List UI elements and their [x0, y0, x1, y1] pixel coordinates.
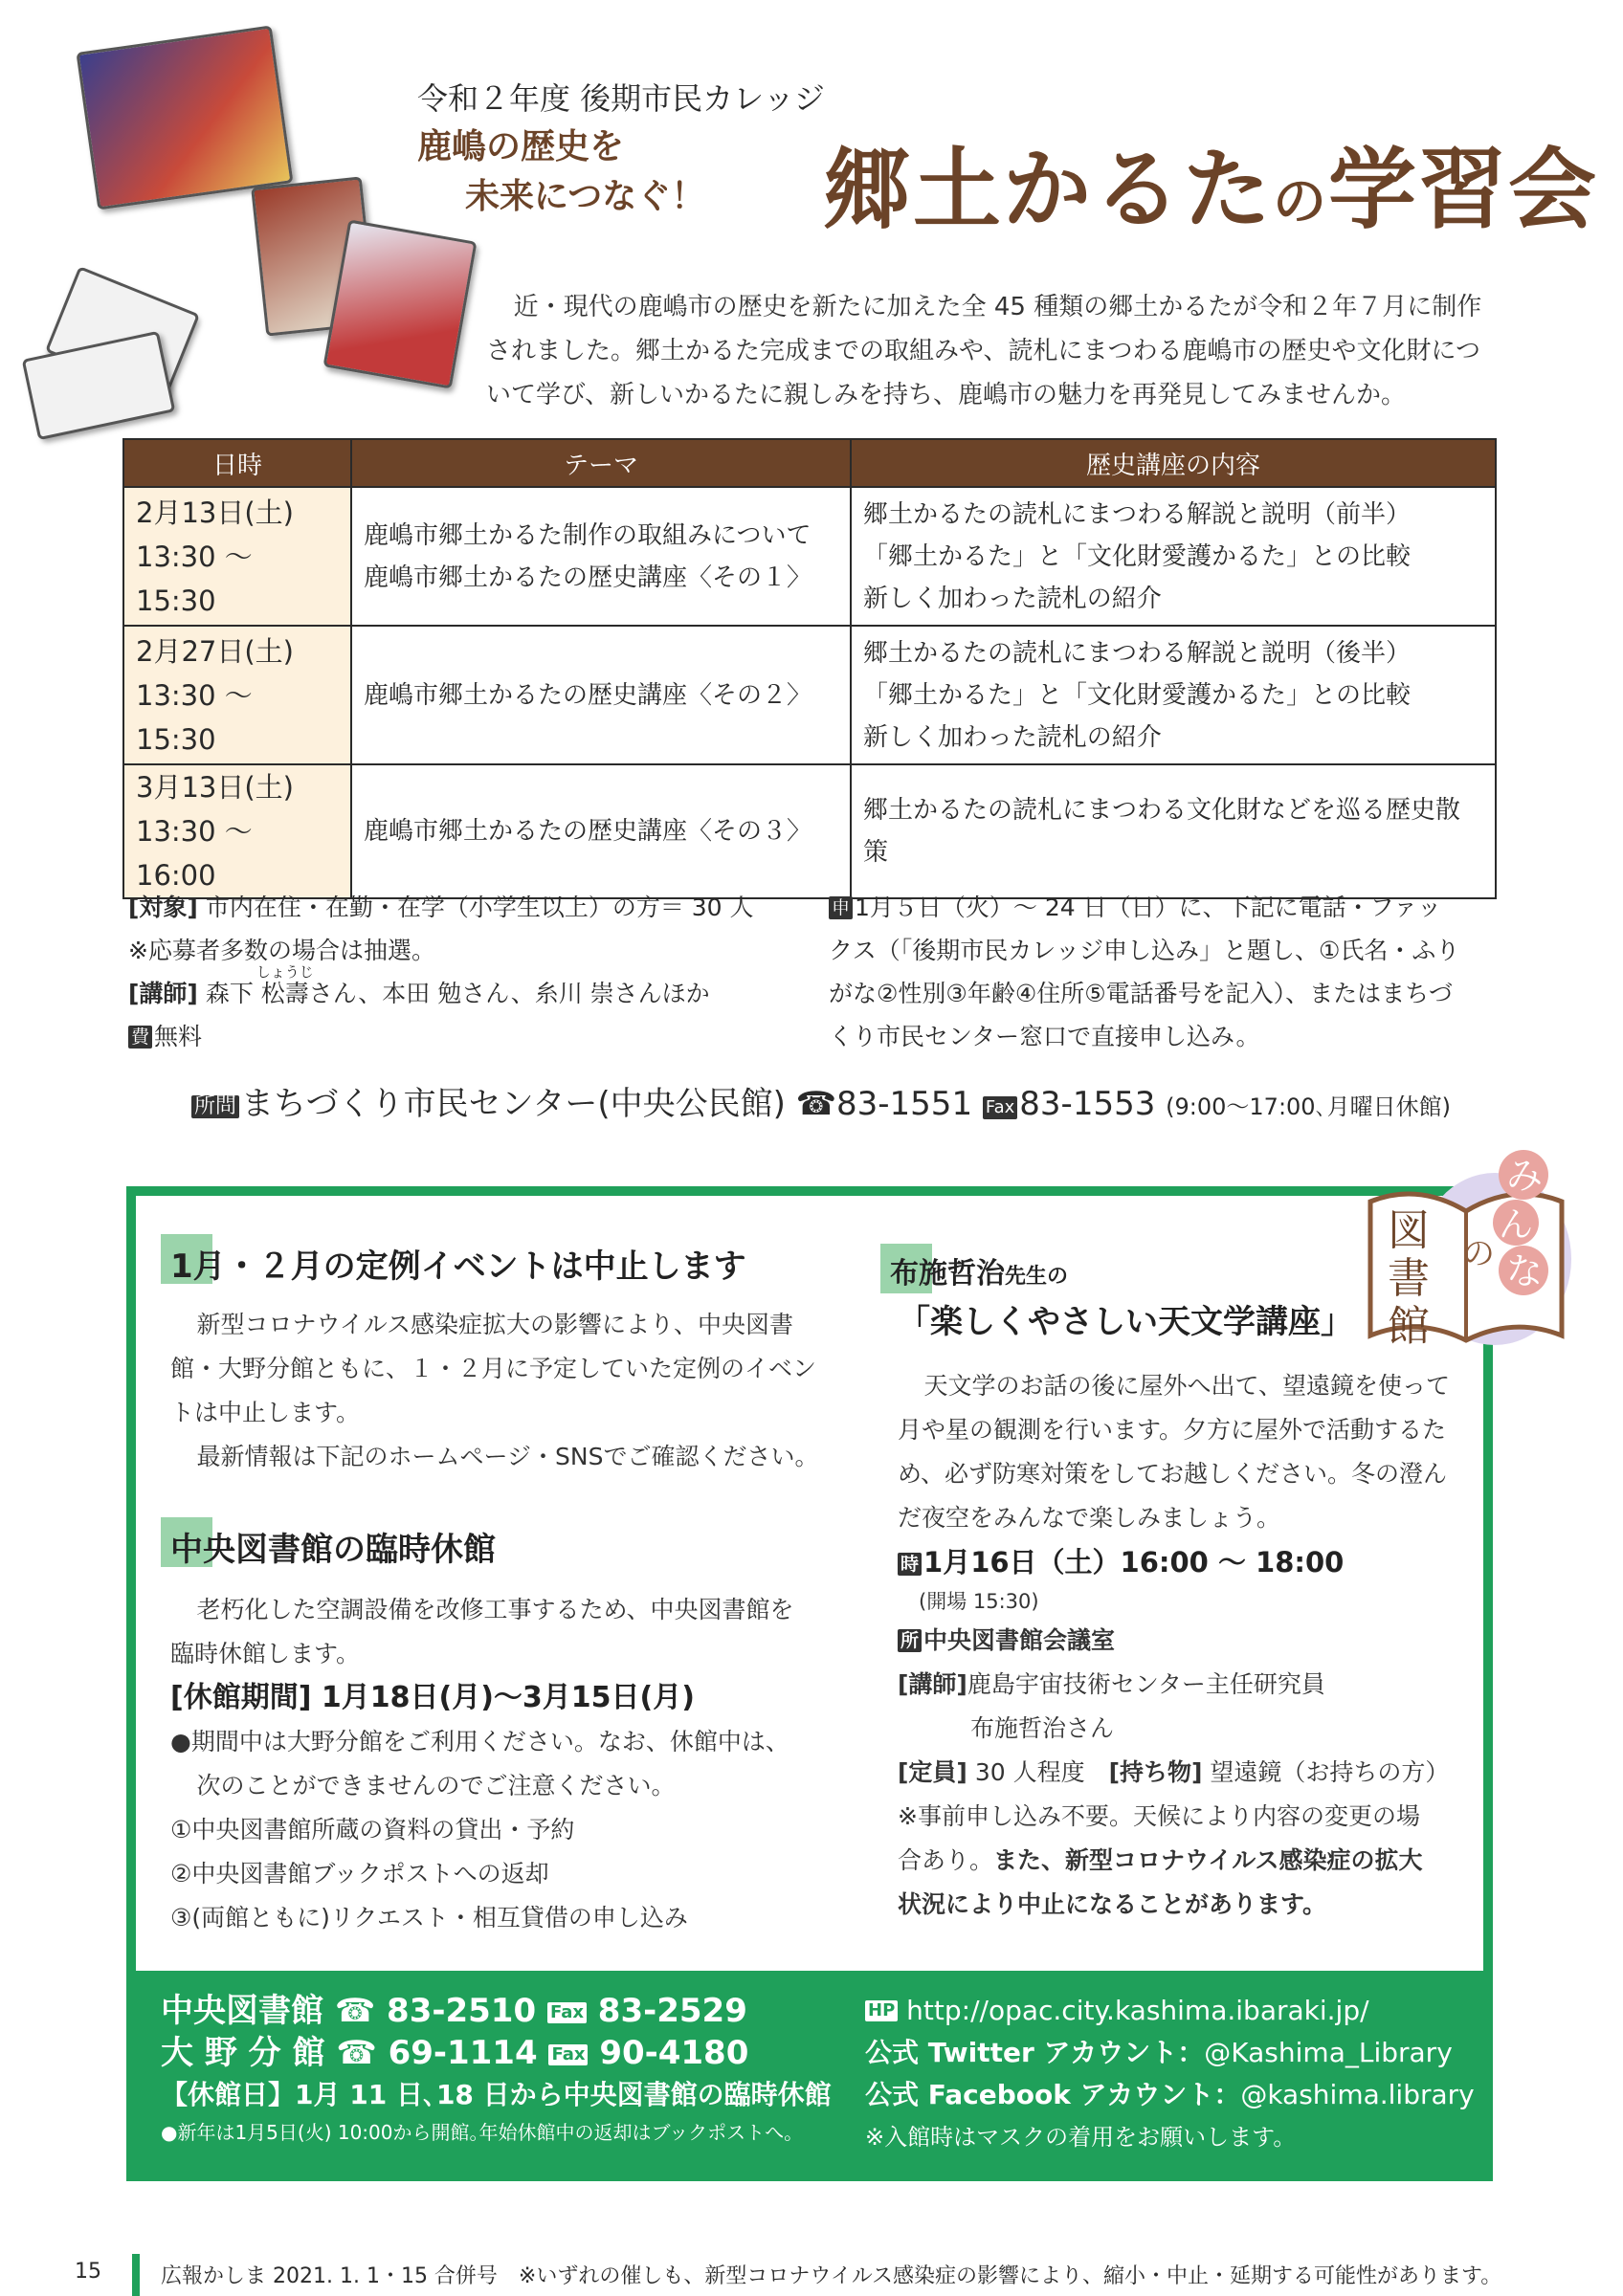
closed-days: 【休館日】1月 11 日､18 日から中央図書館の臨時休館 — [161, 2079, 832, 2110]
content-line: 「郷土かるた」と「文化財愛護かるた」との比較 — [863, 541, 1412, 571]
ono-fax: 90-4180 — [599, 2034, 749, 2072]
theme-line: 鹿嶋市郷土かるたの歴史講座〈その２〉 — [364, 680, 812, 710]
closure-line-2: 臨時休館します。 — [170, 1640, 361, 1667]
ono-branch-line — [161, 2032, 832, 2074]
fee-line — [128, 1015, 817, 1058]
central-library-line — [161, 1990, 832, 2032]
closure-period: [休館期間] 1月18日(月)～3月15日(月) — [170, 1681, 695, 1714]
apply-line-3: がな②性別③年齢④住所⑤電話番号を記入）、またはまちづ — [829, 980, 1453, 1007]
events-line-2: 館・大野分館ともに、１・２月に予定していた定例のイベン — [170, 1355, 817, 1382]
central-tel: 83-2510 — [387, 1992, 537, 2030]
apply-text-1: 1月５日（火）～ 24 日（日）に、下記に電話・ファッ — [855, 894, 1442, 921]
event-info-right — [829, 886, 1499, 1058]
capacity-value: 30 人程度 — [974, 1758, 1085, 1786]
row-date: 2月13日(土) — [136, 496, 294, 529]
central-fax: 83-2529 — [597, 1992, 747, 2030]
row-content-cell — [851, 626, 1496, 764]
astro-lecturer-2: 布施哲治さん — [970, 1714, 1115, 1742]
astro-time-line — [898, 1540, 1472, 1584]
theme-line: 鹿嶋市郷土かるた制作の取組みについて — [364, 520, 812, 550]
fee-icon: 費 — [128, 1026, 152, 1049]
contact-tel: 83-1551 — [836, 1085, 973, 1123]
astro-lecturer-tag: [講師] — [898, 1670, 967, 1698]
astro-place: 中央図書館会議室 — [923, 1626, 1116, 1654]
astro-note-1: ※事前申し込み不要。天候により内容の変更の場 — [898, 1802, 1420, 1830]
target-tag: [対象] — [128, 894, 198, 921]
intro-line-2: されました。郷土かるた完成までの取組みや、読札にまつわる鹿嶋市の歴史や文化財につ — [486, 337, 1480, 365]
col-header-date: 日時 — [123, 439, 351, 487]
intro-paragraph — [486, 285, 1501, 417]
karuta-cards-illustration — [19, 19, 306, 421]
main-title — [823, 120, 1598, 246]
sub-title: 令和２年度 後期市民カレッジ — [417, 80, 825, 117]
closure-bullet-1: ●期間中は大野分館をご利用ください。なお、休館中は、 — [170, 1728, 789, 1755]
section-heading-closure: 中央図書館の臨時休館 — [170, 1523, 496, 1570]
library-contact-band — [126, 1971, 1493, 2181]
events-line-3: トは中止します。 — [170, 1399, 361, 1426]
apply-line-4: くり市民センター窓口で直接申し込み。 — [829, 1023, 1260, 1050]
astro-place-line — [898, 1619, 1472, 1663]
fax-icon: Fax — [548, 2044, 588, 2065]
content-line: 郷土かるたの読札にまつわる文化財などを巡る歴史散策 — [863, 796, 1461, 867]
col-header-content: 歴史講座の内容 — [851, 439, 1496, 487]
ruby-text: しょうじ — [256, 963, 314, 981]
lecturer-tag: [講師] — [128, 980, 198, 1007]
closure-line-1: 老朽化した空調設備を改修工事するため、中央図書館を — [196, 1596, 794, 1623]
fax-icon: Fax — [547, 2002, 587, 2023]
events-text — [170, 1303, 821, 1479]
mascot-char-5: ん — [1499, 1205, 1534, 1245]
row-theme-cell — [351, 626, 851, 764]
mascot-char-3: 館 — [1388, 1302, 1430, 1351]
target-note: ※応募者多数の場合は抽選。 — [128, 937, 435, 964]
minna-no-toshokan-logo — [1351, 1144, 1581, 1355]
main-title-b: の — [1273, 171, 1329, 233]
mascot-char-6: な — [1506, 1250, 1544, 1292]
footer-accent-bar — [132, 2254, 140, 2296]
closure-bullet-2: 次のことができませんのでご注意ください。 — [196, 1772, 676, 1799]
apply-line-2: クス（「後期市民カレッジ申し込み」と題し、①氏名・ふり — [829, 937, 1460, 964]
bring-value: 望遠鏡（お持ちの方） — [1210, 1758, 1450, 1786]
main-title-a: 郷土かるた — [823, 139, 1274, 241]
book-logo-icon — [1351, 1144, 1581, 1355]
mascot-char-2: 書 — [1388, 1254, 1430, 1303]
intro-line-3: いて学び、新しいかるたに親しみを持ち、鹿嶋市の魅力を再発見してみませんか。 — [486, 381, 1406, 409]
table-row — [123, 626, 1496, 764]
table-row — [123, 764, 1496, 898]
theme-line: 鹿嶋市郷土かるたの歴史講座〈その１〉 — [364, 563, 812, 592]
page-number: 15 — [75, 2260, 101, 2284]
astronomy-title: 「楽しくやさしい天文学講座」 — [898, 1303, 1353, 1341]
twitter-handle: @Kashima_Library — [1204, 2037, 1453, 2068]
phone-icon: ☎ — [795, 1085, 837, 1123]
apply-line-1 — [829, 886, 1499, 929]
section-heading-events: 1月・２月の定例イベントは中止します — [170, 1240, 746, 1287]
event-info-left — [128, 886, 817, 1058]
url-line — [865, 1990, 1475, 2032]
mascot-char-4: み — [1506, 1155, 1544, 1197]
astro-note-3: 状況により中止になることがあります。 — [898, 1890, 1327, 1918]
time-icon: 時 — [898, 1553, 922, 1576]
table-row — [123, 487, 1496, 626]
row-time: 13:30 ～ 16:00 — [136, 815, 253, 892]
row-theme-cell — [351, 487, 851, 626]
astro-capacity-line — [898, 1751, 1472, 1795]
apply-icon: 申 — [829, 896, 853, 919]
row-content-cell — [851, 764, 1496, 898]
target-line — [128, 886, 817, 929]
astro-lecturer-line — [898, 1663, 1472, 1707]
target-text: 市内在住・在勤・在学（小学生以上）の方＝ 30 人 — [205, 894, 754, 921]
place-icon: 所 — [898, 1629, 922, 1652]
catch-line-2: 未来につなぐ！ — [465, 177, 706, 216]
facebook-label: 公式 Facebook アカウント： — [865, 2079, 1241, 2110]
lecturer-post: さん、本田 勉さん、糸川 崇さんほか — [308, 980, 710, 1007]
contact-line — [191, 1077, 1451, 1124]
contact-fax: 83-1553 — [1019, 1085, 1156, 1123]
astro-line-4: だ夜空をみんなで楽しみましょう。 — [898, 1504, 1281, 1532]
astronomy-teacher-suffix: 先生の — [1005, 1265, 1069, 1289]
mascot-char-1: 図 — [1388, 1206, 1430, 1255]
lecturer-name-ruby — [256, 963, 314, 1015]
astro-open-time: (開場 15:30) — [919, 1590, 1039, 1613]
twitter-line — [865, 2032, 1475, 2074]
homepage-icon: HP — [865, 2000, 898, 2021]
facebook-handle: @kashima.library — [1240, 2079, 1475, 2110]
col-header-theme: テーマ — [351, 439, 851, 487]
row-date-cell — [123, 764, 351, 898]
table-header-row — [123, 439, 1496, 487]
astro-time: 1月16日（土）16:00 ～ 18:00 — [923, 1546, 1345, 1578]
facebook-line — [865, 2074, 1475, 2116]
twitter-label: 公式 Twitter アカウント： — [865, 2037, 1205, 2068]
astro-line-2: 月や星の観測を行います。夕方に屋外で活動するた — [898, 1416, 1447, 1444]
row-time: 13:30 ～ 15:30 — [136, 678, 253, 756]
events-line-4: 最新情報は下記のホームページ・SNSでご確認ください。 — [196, 1443, 819, 1470]
astronomy-text — [898, 1364, 1472, 1927]
ono-name: 大 野 分 館 — [161, 2034, 325, 2072]
astro-note-2b: また、新型コロナウイルス感染症の拡大 — [993, 1846, 1423, 1874]
mask-note: ※入館時はマスクの着用をお願いします。 — [865, 2124, 1297, 2151]
contact-icon: 所問 — [191, 1095, 239, 1118]
fee-text: 無料 — [154, 1023, 203, 1050]
astro-line-3: め、必ず防寒対策をしてお越しください。冬の澄ん — [898, 1460, 1448, 1488]
phone-icon: ☎ — [336, 2034, 377, 2072]
lecturer-pre: 森下 — [205, 980, 261, 1007]
contact-name: まちづくり市民センター(中央公民館) — [241, 1085, 786, 1123]
row-date: 3月13日(土) — [136, 771, 294, 804]
ono-tel: 69-1114 — [388, 2034, 538, 2072]
row-theme-cell — [351, 764, 851, 898]
row-date: 2月27日(土) — [136, 634, 294, 668]
phone-icon: ☎ — [334, 1992, 376, 2030]
new-year-note: ●新年は1月5日(火) 10:00から開館｡年始休館中の返却はブックポストへ｡ — [161, 2121, 794, 2144]
lecturer-line — [128, 963, 817, 1015]
row-time: 13:30 ～ 15:30 — [136, 540, 253, 617]
catch-line-1: 鹿嶋の歴史を — [417, 127, 625, 166]
fax-icon: Fax — [983, 1096, 1017, 1119]
lecturer-name: 松壽 — [260, 980, 309, 1007]
closure-item-1: ①中央図書館所蔵の資料の貸出・予約 — [170, 1816, 575, 1843]
library-contacts — [161, 1990, 832, 2149]
content-line: 郷土かるたの読札にまつわる解説と説明（前半） — [863, 499, 1412, 529]
content-line: 「郷土かるた」と「文化財愛護かるた」との比較 — [863, 680, 1412, 710]
catch-copy — [417, 122, 705, 222]
closure-item-2: ②中央図書館ブックポストへの返却 — [170, 1860, 549, 1888]
schedule-table — [122, 438, 1497, 899]
row-date-cell — [123, 626, 351, 764]
bring-tag: [持ち物] — [1108, 1758, 1203, 1786]
library-online — [865, 1990, 1475, 2158]
content-line: 新しく加わった読札の紹介 — [863, 584, 1162, 613]
closure-item-3: ③(両館ともに)リクエスト・相互貸借の申し込み — [170, 1904, 688, 1932]
astro-note-2 — [898, 1839, 1472, 1883]
row-content-cell — [851, 487, 1496, 626]
astro-note-2a: 合あり。 — [898, 1846, 994, 1874]
astro-lecturer-1: 鹿島宇宙技術センター主任研究員 — [967, 1670, 1325, 1698]
capacity-tag: [定員] — [898, 1758, 967, 1786]
closure-text — [170, 1588, 840, 1940]
page-footer — [0, 2254, 1623, 2296]
theme-line: 鹿嶋市郷土かるたの歴史講座〈その３〉 — [364, 817, 812, 846]
section-heading-astronomy — [890, 1249, 1068, 1292]
events-line-1: 新型コロナウイルス感染症拡大の影響により、中央図書 — [196, 1311, 794, 1338]
contact-hours: (9:00～17:00､月曜日休館) — [1166, 1093, 1451, 1120]
astro-line-1: 天文学のお話の後に屋外へ出て、望遠鏡を使って — [923, 1372, 1451, 1400]
astronomy-teacher: 布施哲治 — [890, 1257, 1005, 1291]
central-name: 中央図書館 — [161, 1992, 323, 2030]
content-line: 新しく加わった読札の紹介 — [863, 722, 1162, 752]
footer-text: 広報かしま 2021. 1. 1・15 合併号 ※いずれの催しも、新型コロナウイルス感染症の影響により、縮小・中止・延期する可能性があります。 — [161, 2264, 1502, 2288]
content-line: 郷土かるたの読札にまつわる解説と説明（後半） — [863, 638, 1412, 668]
main-title-c: 学習会 — [1328, 139, 1599, 241]
library-url: http://opac.city.kashima.ibaraki.jp/ — [906, 1995, 1369, 2026]
intro-line-1: 近・現代の鹿嶋市の歴史を新たに加えた全 45 種類の郷土かるたが令和２年７月に制作 — [513, 293, 1482, 321]
row-date-cell — [123, 487, 351, 626]
mascot-char-7: の — [1462, 1235, 1495, 1273]
